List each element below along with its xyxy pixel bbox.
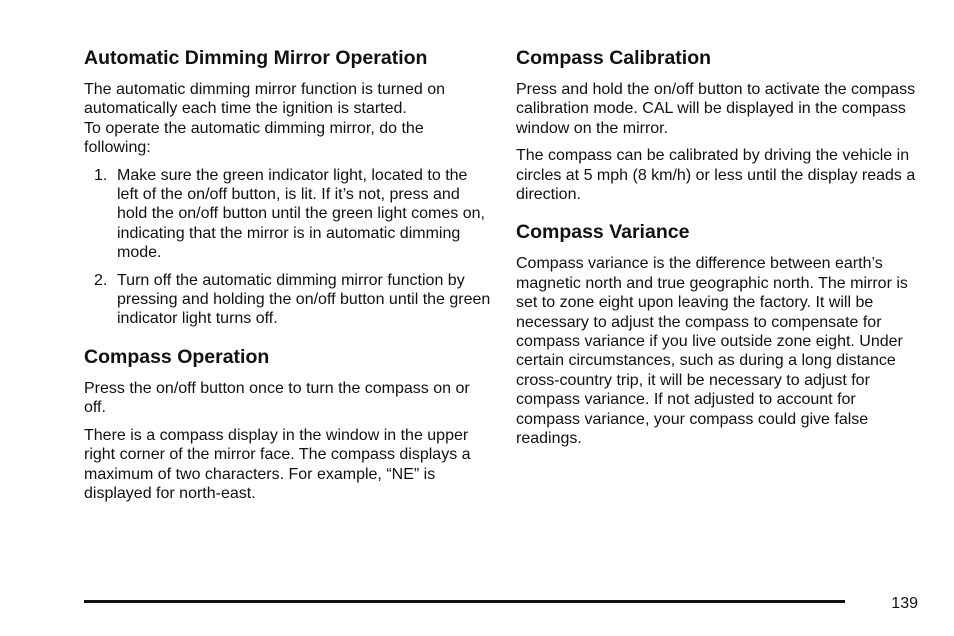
- mirror-operation-heading: Automatic Dimming Mirror Operation: [84, 47, 428, 69]
- compass-operation-heading: Compass Operation: [84, 345, 270, 368]
- mirror-intro-paragraph: The automatic dimming mirror function is turned on automatically each time the ignition is started.: [84, 81, 446, 118]
- compass-variance-heading: Compass Variance: [516, 221, 690, 244]
- calibration-mode-paragraph: Press and hold the on/off button to activate the compass calibration mode. CAL will be displayed in the compass window on the mirror.: [516, 81, 916, 137]
- page-number: 139: [891, 595, 918, 612]
- step-number: 2.: [94, 271, 108, 289]
- variance-paragraph: Compass variance is the difference between earth’s magnetic north and true geographic north. The mirror is set to zone eight upon leaving the factory. It will be necessary to adjust the compass to compensate for compass variance if you live outside zone eight. Under certain circumstances, such as during a long distance cross-country trip, it will be necessary to adjust for compass variance. If not adjusted to account for compass variance, your compass could give false readings.: [516, 255, 908, 448]
- step-text: Make sure the green indicator light, located to the left of the on/off button, is lit. If it’s not, press and hold the on/off button until the green light comes on, indicating that the mirror is in automatic dimming mode.: [117, 166, 485, 262]
- step-text: Turn off the automatic dimming mirror function by pressing and holding the on/off button until the green indicator light turns off.: [117, 271, 491, 328]
- compass-calibration-heading: Compass Calibration: [516, 47, 712, 69]
- compass-display-paragraph: There is a compass display in the window in the upper right corner of the mirror face. The compass displays a maximum of two characters. For example, “NE” is displayed for north-east.: [84, 426, 471, 502]
- mirror-steps-list: [84, 166, 492, 329]
- list-item: [84, 166, 492, 263]
- right-column: [516, 44, 916, 449]
- list-item: [84, 271, 492, 329]
- step-number: 1.: [94, 166, 108, 184]
- compass-toggle-paragraph: Press the on/off button once to turn the compass on or off.: [84, 379, 470, 417]
- left-column: [84, 44, 492, 503]
- footer-divider: [84, 600, 845, 603]
- calibration-driving-paragraph: The compass can be calibrated by driving the vehicle in circles at 5 mph (8 km/h) or less until the display reads a direction.: [516, 147, 916, 204]
- mirror-instruction-paragraph: To operate the automatic dimming mirror, do the following:: [84, 119, 424, 157]
